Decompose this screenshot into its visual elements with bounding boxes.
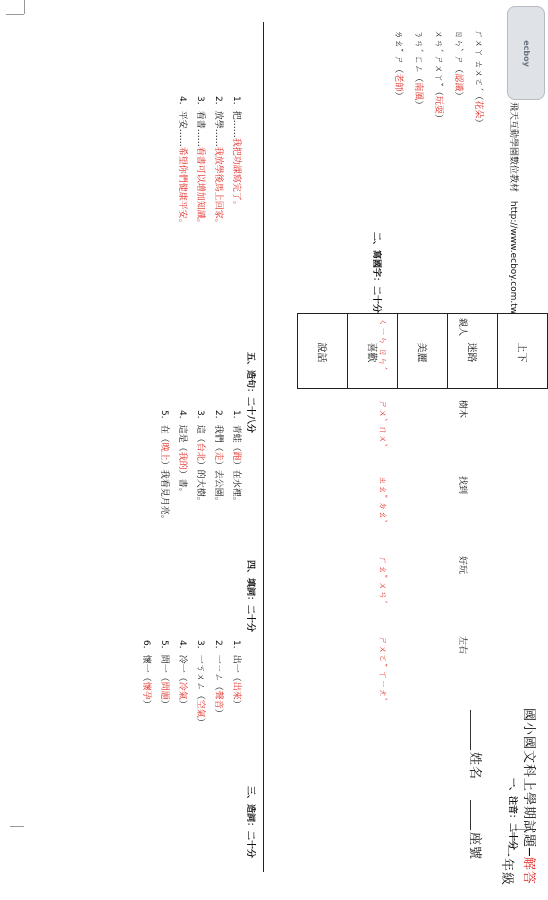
section4-item: 4．這是（我的）書。 [177, 410, 187, 497]
section4-item: 1．青蛙（跑）在水裡。 [231, 410, 241, 506]
section2-item: ㄖㄣˋ ㄕ（認識） [453, 30, 463, 101]
word-label: 親人 [457, 318, 467, 337]
word-label: 樹木 [457, 400, 467, 419]
section2-item: ㄨㄢˊ ㄕㄨㄚˇ（玩耍） [433, 30, 443, 123]
crop-mark [10, 826, 24, 827]
section3-item: 1．出一（出來） [231, 640, 241, 709]
section3-item: 2．一ㄧㄥ（聲音） [213, 640, 223, 718]
word-cell: 美麗 [398, 314, 448, 389]
publisher-name: 飛天互動學園數位教材 [508, 102, 518, 193]
section3-title: 三、造詞：二十分 [245, 786, 255, 859]
seat-label: 座號 [467, 832, 482, 861]
word-cell: 上下 [498, 314, 548, 389]
section3-item: 5．問一（問題） [159, 640, 169, 709]
section3-item: 4．冷一（冷氣） [177, 640, 187, 709]
name-label: 姓名 [467, 752, 482, 781]
zhuyin-answer: ㄕㄨㄛˇ ㄒㄧㄤˋ [377, 636, 387, 702]
section3-item: 6．懷一（懷孕） [141, 640, 151, 709]
section5-item: 4．平安……希望你們健康平安。 [177, 96, 187, 228]
word-label: 左右 [457, 636, 467, 655]
section4-item: 5．在（晚上）我看見月亮。 [159, 410, 169, 524]
word-cell: 迷路 [448, 314, 498, 389]
section5-title: 五、造句：二十八分 [245, 352, 255, 434]
crop-mark [6, 14, 24, 15]
word-label: 找到 [457, 476, 467, 495]
zhuyin-answer: ㄑㄧㄣ ㄖㄣˊ [377, 318, 387, 371]
section3-item: 3．一ㄎㄨㄥ（空氣） [195, 640, 205, 727]
page-title [521, 708, 540, 885]
section2-item: ㄋㄢˊ ㄈㄥ（南風） [413, 30, 423, 110]
title-answer: 解答 [521, 856, 536, 885]
section1-title: 一、注音：二十分 [507, 778, 517, 851]
word-cell: 喜歡 [348, 314, 398, 389]
logo-text: ecboy [521, 39, 531, 67]
publisher-url: http://www.ecboy.com.tw [508, 200, 518, 315]
crop-mark [24, 0, 25, 14]
section4-title: 四、填詞：二十分 [245, 560, 255, 633]
section2-item: ㄌㄠˇ ㄕ（老師） [393, 30, 403, 101]
section2-item: ㄏㄨㄚ ㄊㄨㄛˊ（花朵） [473, 30, 483, 128]
section5-item: 2．放學……我放學後馬上回家。 [213, 96, 223, 228]
zhuyin-answer: ㄕㄨˋ ㄇㄨˋ [377, 400, 387, 448]
zhuyin-answer: ㄏㄠˇ ㄨㄢˊ [377, 556, 387, 604]
name-blank[interactable] [470, 710, 471, 750]
section5-item: 1．把……我把功課寫完了。 [231, 96, 241, 210]
seat-blank[interactable] [470, 800, 471, 830]
grade-label: 一年級 [499, 844, 514, 887]
section2-title: 二、寫國字：二十分 [371, 232, 381, 314]
word-cell: 說話 [298, 314, 348, 389]
zhuyin-answer: ㄓㄠˇ ㄉㄠˋ [377, 476, 387, 524]
word-label: 好玩 [457, 556, 467, 575]
publisher-logo [507, 6, 545, 100]
section4-item: 3．這（台北）的大樹。 [195, 410, 205, 506]
section5-item: 3．看書……看書可以增加知識。 [195, 96, 205, 228]
zhuyin-table [297, 313, 548, 389]
title-prefix: 國小國文科上學期試題─ [521, 708, 536, 857]
publisher-line [508, 102, 521, 314]
section4-item: 2．我們（走）去公園。 [213, 410, 223, 506]
column-divider [263, 22, 264, 872]
